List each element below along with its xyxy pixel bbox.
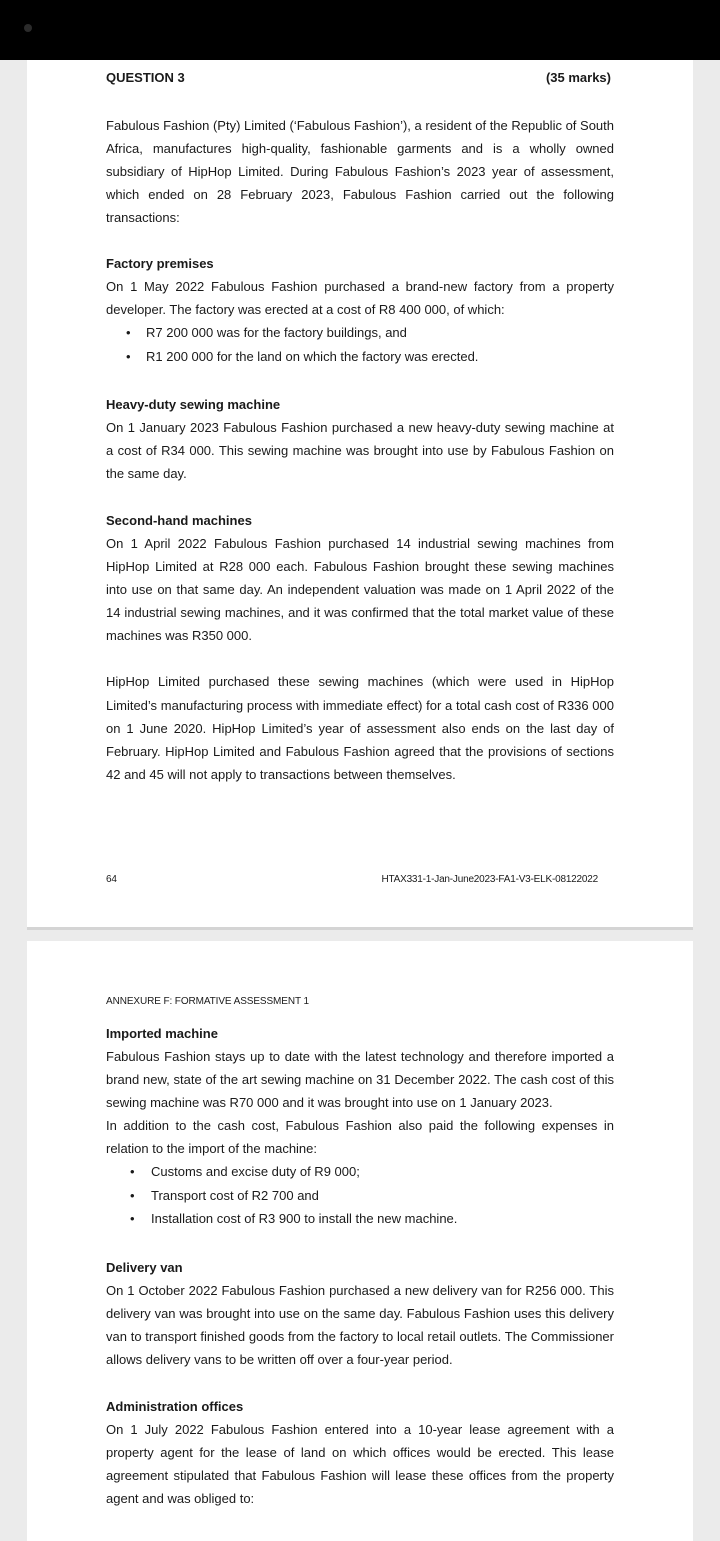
list-item: • R1 200 000 for the land on which the factory was erected. (106, 345, 614, 369)
marks-label: (35 marks) (545, 70, 611, 85)
question-header (106, 70, 611, 85)
heavy-duty-paragraph: On 1 January 2023 Fabulous Fashion purchased a new heavy-duty sewing machine at a cost of R34 000. This sewing machine was brought into use by Fabulous Fashion on the same day. (106, 420, 614, 482)
imported-paragraph-2: In addition to the cash cost, Fabulous Fashion also paid the following expenses in relation to the import of the machine: (106, 1118, 614, 1157)
list-item: • Transport cost of R2 700 and (106, 1184, 614, 1208)
delivery-van-heading: Delivery van (106, 1260, 183, 1275)
status-bar (0, 0, 720, 60)
intro-paragraph: Fabulous Fashion (Pty) Limited (‘Fabulous Fashion’), a resident of the Republic of South Africa, manufactures high-quality, fashionable garments and is a wholly owned subsidiary of HipHop Limited. During Fabulous Fashion’s 2023 year of assessment, which ended on 28 February 2023, Fabulous Fashion carried out the following transactions: (106, 118, 614, 226)
imported-machine-section (106, 1022, 614, 1231)
admin-offices-paragraph: On 1 July 2022 Fabulous Fashion entered into a 10-year lease agreement with a property agent for the lease of land on which offices would be erected. This lease agreement stipulated that Fabulous Fashion will lease these offices from the property agent and was obliged to: (106, 1422, 614, 1507)
imported-bullet-list (106, 1160, 614, 1231)
heavy-duty-heading: Heavy-duty sewing machine (106, 397, 281, 412)
factory-section (106, 252, 614, 368)
document-page-1 (27, 60, 693, 927)
document-page-2 (27, 941, 693, 1541)
imported-heading: Imported machine (106, 1026, 218, 1041)
factory-heading: Factory premises (106, 256, 214, 271)
annexure-label: ANNEXURE F: FORMATIVE ASSESSMENT 1 (106, 996, 309, 1007)
heavy-duty-section (106, 393, 614, 485)
page-divider (27, 927, 693, 930)
list-item: • R7 200 000 was for the factory buildings, and (106, 321, 614, 345)
admin-offices-section (106, 1395, 614, 1510)
factory-bullet-list (106, 321, 614, 368)
list-item: • Customs and excise duty of R9 000; (106, 1160, 614, 1184)
list-item: • Installation cost of R3 900 to install the new machine. (106, 1207, 614, 1231)
page-footer (106, 874, 598, 885)
factory-paragraph: On 1 May 2022 Fabulous Fashion purchased a brand-new factory from a property developer. The factory was erected at a cost of R8 400 000, of which: (106, 279, 614, 318)
camera-dot-icon (24, 24, 32, 32)
annexure-header (106, 996, 614, 1007)
admin-offices-heading: Administration offices (106, 1399, 244, 1414)
delivery-van-paragraph: On 1 October 2022 Fabulous Fashion purchased a new delivery van for R256 000. This delivery van was brought into use on the same day. Fabulous Fashion uses this delivery van to transport finished goods from the factory to local retail outlets. The Commissioner allows delivery vans to be written off over a four-year period. (106, 1283, 614, 1368)
question-title: QUESTION 3 (106, 70, 185, 85)
second-hand-section (106, 509, 614, 786)
second-hand-paragraph-1: On 1 April 2022 Fabulous Fashion purchased 14 industrial sewing machines from HipHop Limited at R28 000 each. Fabulous Fashion brought these sewing machines into use on that same day. An independent valuation was made on 1 April 2022 of the 14 industrial sewing machines, and it was confirmed that the total market value of these machines was R350 000. (106, 536, 614, 644)
document-code: HTAX331-1-Jan-June2023-FA1-V3-ELK-08122022 (381, 874, 598, 885)
intro-section (106, 114, 614, 229)
delivery-van-section (106, 1256, 614, 1371)
second-hand-heading: Second-hand machines (106, 513, 252, 528)
second-hand-paragraph-2: HipHop Limited purchased these sewing machines (which were used in HipHop Limited’s manufacturing process with immediate effect) for a total cash cost of R336 000 on 1 June 2020. HipHop Limited’s year of assessment also ends on the last day of February. HipHop Limited and Fabulous Fashion agreed that the provisions of sections 42 and 45 will not apply to transactions between themselves. (106, 674, 614, 782)
imported-paragraph-1: Fabulous Fashion stays up to date with the latest technology and therefore imported a brand new, state of the art sewing machine on 31 December 2022. The cash cost of this sewing machine was R70 000 and it was brought into use on 1 January 2023. (106, 1049, 614, 1111)
page-number: 64 (106, 874, 117, 885)
